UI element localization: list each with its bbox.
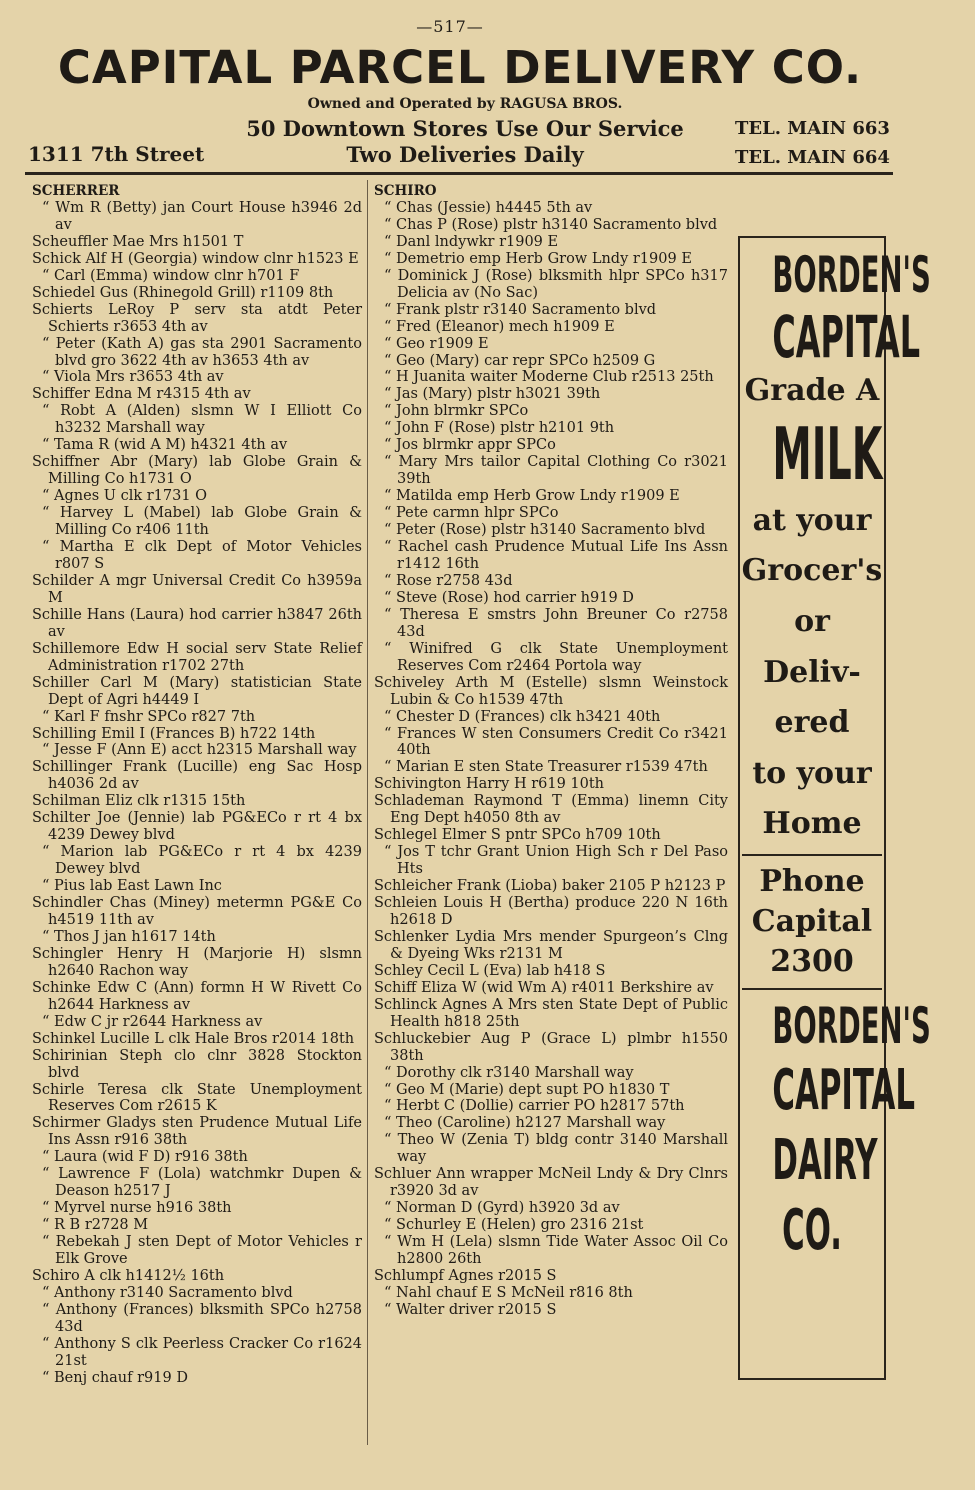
ad-line-6: to your — [752, 756, 872, 791]
slogan-line-2: Two Deliveries Daily — [346, 142, 584, 167]
directory-entry: Schinkel Lucille L clk Hale Bros r2014 18th — [32, 1030, 355, 1047]
directory-column-middle — [374, 183, 728, 1319]
directory-entry: Scheuffler Mae Mrs h1501 T — [32, 233, 244, 250]
directory-entry: “ Matilda emp Herb Grow Lndy r1909 E — [384, 488, 680, 505]
directory-entry: Schiedel Gus (Rhinegold Grill) r1109 8th — [32, 284, 334, 301]
section-heading: SCHIRO — [374, 183, 437, 199]
directory-entry: “ John F (Rose) plstr h2101 9th — [384, 420, 615, 437]
directory-entry: “ Frank plstr r3140 Sacramento blvd — [384, 301, 657, 318]
directory-entry: Schick Alf H (Georgia) window clnr h1523 E — [32, 250, 359, 267]
ad-line-7: Home — [762, 806, 862, 841]
directory-entry: Schilman Eliz clk r1315 15th — [32, 793, 246, 810]
directory-entry: “ Harvey L (Mabel) lab Globe Grain & Milling Co r406 11th — [42, 505, 362, 539]
directory-entry: “ Jesse F (Ann E) acct h2315 Marshall way — [42, 742, 357, 759]
directory-entry: “ Thos J jan h1617 14th — [42, 928, 216, 945]
directory-entry: “ Rose r2758 43d — [384, 572, 513, 589]
banner-owner-line: Owned and Operated by RAGUSA BROS. — [307, 96, 623, 112]
directory-entry: “ Anthony r3140 Sacramento blvd — [42, 1284, 293, 1301]
directory-entry: “ Fred (Eleanor) mech h1909 E — [384, 318, 615, 335]
directory-entry: “ Agnes U clk r1731 O — [42, 488, 208, 505]
directory-entry: “ Martha E clk Dept of Motor Vehicles r807 S — [42, 539, 362, 572]
directory-entry: “ Danl lndywkr r1909 E — [384, 233, 559, 250]
directory-entry: “ Steve (Rose) hod carrier h919 D — [384, 589, 634, 606]
directory-entry: “ Walter driver r2015 S — [384, 1301, 557, 1318]
directory-entry: “ Schurley E (Helen) gro 2316 21st — [384, 1217, 644, 1234]
directory-entry: Schindler Chas (Miney) metermn PG&E Co h4519 11th av — [32, 895, 362, 928]
directory-entry: “ Lawrence F (Lola) watchmkr Dupen & Deason h2517 J — [42, 1166, 362, 1200]
slogan-line-1: 50 Downtown Stores Use Our Service — [246, 116, 684, 141]
banner-phone-1: TEL. MAIN 663 — [735, 118, 890, 139]
directory-entry: “ Viola Mrs r3653 4th av — [42, 369, 224, 386]
directory-entry: Schivington Harry H r619 10th — [374, 776, 605, 793]
directory-entry: “ Robt A (Alden) slsmn W I Elliott Co h3232 Marshall way — [42, 403, 362, 437]
directory-entry: Schlegel Elmer S pntr SPCo h709 10th — [374, 827, 661, 844]
directory-entry: Schiller Carl M (Mary) statistician State Dept of Agri h4449 I — [32, 674, 362, 708]
directory-entry: “ Nahl chauf E S McNeil r816 8th — [384, 1284, 633, 1301]
directory-entry: Schinke Edw C (Ann) formn H W Rivett Co h2644 Harkness av — [32, 979, 362, 1013]
ad-company-2: CAPITAL — [772, 1058, 915, 1123]
section-heading: SCHERRER — [32, 183, 120, 199]
ad-phone-label: Phone — [759, 864, 865, 899]
directory-entry: Schingler Henry H (Marjorie H) slsmn h2640 Rachon way — [32, 945, 362, 979]
directory-entry: Schirmer Gladys sten Prudence Mutual Life Ins Assn r916 38th — [32, 1115, 362, 1149]
directory-entry: Schleien Louis H (Bertha) produce 220 N 16th h2618 D — [374, 895, 728, 928]
directory-entry: “ Anthony S clk Peerless Cracker Co r1624 21st — [42, 1335, 362, 1369]
directory-entry: “ Frances W sten Consumers Credit Co r3421 40th — [384, 725, 728, 759]
directory-entry: “ Theresa E smstrs John Breuner Co r2758 43d — [384, 606, 728, 640]
directory-entry: “ Demetrio emp Herb Grow Lndy r1909 E — [384, 250, 692, 267]
directory-entry: “ Mary Mrs tailor Capital Clothing Co r3021 39th — [384, 454, 728, 488]
directory-entry: “ Karl F fnshr SPCo r827 7th — [42, 708, 256, 725]
directory-entry: Schlinck Agnes A Mrs sten State Dept of Public Health h818 25th — [374, 996, 728, 1030]
directory-entry: “ Pius lab East Lawn Inc — [42, 878, 222, 895]
ad-product: MILK — [772, 412, 883, 496]
directory-entry: Schiffer Edna M r4315 4th av — [32, 386, 251, 403]
directory-entry: “ R B r2728 M — [42, 1217, 149, 1234]
directory-entry: “ Geo r1909 E — [384, 335, 489, 352]
directory-column-left — [32, 183, 362, 1387]
directory-entry: “ Edw C jr r2644 Harkness av — [42, 1013, 263, 1030]
ad-divider-1 — [742, 854, 882, 856]
directory-entry: Schleicher Frank (Lioba) baker 2105 P h2123 P — [374, 878, 726, 895]
directory-entry: “ Norman D (Gyrd) h3920 3d av — [384, 1200, 620, 1217]
directory-entry: “ Pete carmn hlpr SPCo — [384, 505, 559, 522]
directory-entry: Schirle Teresa clk State Unemployment Reserves Com r2615 K — [32, 1081, 362, 1115]
ad-line-2: Grocer's — [741, 553, 883, 588]
directory-entry: “ Chas (Jessie) h4445 5th av — [384, 199, 593, 216]
directory-entry: Schilling Emil I (Frances B) h722 14th — [32, 725, 316, 742]
directory-entry: “ Jos T tchr Grant Union High Sch r Del Paso Hts — [384, 844, 728, 878]
directory-entry: “ Rachel cash Prudence Mutual Life Ins Assn r1412 16th — [384, 539, 728, 572]
page-number: —517— — [416, 17, 484, 36]
banner-slogan — [200, 116, 730, 168]
ad-brand-2: CAPITAL — [772, 303, 921, 371]
directory-entry: “ Rebekah J sten Dept of Motor Vehicles r Elk Grove — [42, 1234, 362, 1268]
directory-entry: “ Laura (wid F D) r916 38th — [42, 1149, 248, 1166]
banner-phone-2: TEL. MAIN 664 — [735, 147, 890, 168]
ad-line-5: ered — [774, 705, 850, 740]
directory-entry: Schillemore Edw H social serv State Relief Administration r1702 27th — [32, 640, 362, 674]
ad-line-1: at your — [752, 503, 872, 538]
borden-advertisement — [738, 236, 931, 1380]
banner-address: 1311 7th Street — [28, 142, 205, 166]
directory-entry: Schiro A clk h1412½ 16th — [32, 1268, 225, 1284]
directory-entry: Schley Cecil L (Eva) lab h418 S — [374, 962, 606, 979]
ad-company-3: DAIRY — [772, 1128, 878, 1193]
directory-entry: Schillinger Frank (Lucille) eng Sac Hosp h4036 2d av — [32, 759, 362, 793]
directory-entry: “ Carl (Emma) window clnr h701 F — [42, 267, 300, 284]
directory-entry: Schlumpf Agnes r2015 S — [374, 1268, 557, 1284]
directory-entry: Schiff Eliza W (wid Wm A) r4011 Berkshire av — [374, 979, 714, 996]
directory-entry: “ Myrvel nurse h916 38th — [42, 1200, 232, 1217]
ad-phone-number: 2300 — [770, 944, 854, 979]
directory-entry: Schlenker Lydia Mrs mender Spurgeon’s Clng & Dyeing Wks r2131 M — [374, 928, 728, 962]
ad-grade: Grade A — [744, 373, 880, 408]
header-rule — [25, 172, 893, 175]
directory-entry: Schilder A mgr Universal Credit Co h3959a M — [32, 572, 362, 606]
directory-entry: “ Theo (Caroline) h2127 Marshall way — [384, 1115, 666, 1132]
directory-entry: “ Chas P (Rose) plstr h3140 Sacramento blvd — [384, 216, 718, 233]
directory-entry: “ Dorothy clk r3140 Marshall way — [384, 1064, 634, 1081]
directory-entry: Schilter Joe (Jennie) lab PG&ECo r rt 4 bx 4239 Dewey blvd — [32, 810, 362, 844]
directory-entry: Schlademan Raymond T (Emma) linemn City Eng Dept h4050 8th av — [374, 793, 728, 827]
directory-entry: “ H Juanita waiter Moderne Club r2513 25th — [384, 369, 714, 386]
directory-entry: “ Peter (Kath A) gas sta 2901 Sacramento blvd gro 3622 4th av h3653 4th av — [42, 335, 362, 369]
directory-entry: “ Marion lab PG&ECo r rt 4 bx 4239 Dewey blvd — [42, 844, 362, 878]
directory-entry: “ Geo M (Marie) dept supt PO h1830 T — [384, 1081, 670, 1098]
directory-entry: “ Chester D (Frances) clk h3421 40th — [384, 708, 661, 725]
directory-entry: “ Benj chauf r919 D — [42, 1369, 188, 1386]
directory-entry: “ Geo (Mary) car repr SPCo h2509 G — [384, 352, 656, 369]
directory-entry: “ Jas (Mary) plstr h3021 39th — [384, 386, 601, 403]
ad-phone-exchange: Capital — [751, 904, 873, 939]
directory-entry: “ Theo W (Zenia T) bldg contr 3140 Marshall way — [384, 1132, 728, 1166]
directory-entry: “ Jos blrmkr appr SPCo — [384, 437, 556, 454]
directory-entry: “ Dominick J (Rose) blksmith hlpr SPCo h317 Delicia av (No Sac) — [384, 267, 728, 301]
directory-entry: Schille Hans (Laura) hod carrier h3847 26th av — [32, 606, 362, 640]
ad-company-1: BORDEN'S — [772, 997, 931, 1055]
directory-entry: “ Wm R (Betty) jan Court House h3946 2d av — [42, 199, 362, 233]
directory-entry: Schiffner Abr (Mary) lab Globe Grain & Milling Co h1731 O — [32, 454, 362, 488]
ad-line-4: Deliv- — [763, 655, 861, 690]
ad-line-3: or — [794, 604, 830, 639]
directory-entry: “ Winifred G clk State Unemployment Reserves Com r2464 Portola way — [384, 640, 728, 674]
directory-entry: Schiveley Arth M (Estelle) slsmn Weinstock Lubin & Co h1539 47th — [374, 674, 728, 708]
ad-company-4: CO. — [782, 1198, 842, 1263]
directory-entry: Schirinian Steph clo clnr 3828 Stockton blvd — [32, 1047, 362, 1081]
column-divider — [367, 180, 368, 1445]
directory-entry: “ Wm H (Lela) slsmn Tide Water Assoc Oil Co h2800 26th — [384, 1234, 728, 1268]
directory-entry: “ Marian E sten State Treasurer r1539 47th — [384, 759, 708, 776]
directory-entry: Schierts LeRoy P serv sta atdt Peter Schierts r3653 4th av — [32, 301, 362, 335]
directory-entry: “ John blrmkr SPCo — [384, 403, 529, 420]
directory-entry: “ Peter (Rose) plstr h3140 Sacramento blvd — [384, 522, 706, 539]
directory-entry: “ Herbt C (Dollie) carrier PO h2817 57th — [384, 1098, 685, 1115]
directory-entry: Schluckebier Aug P (Grace L) plmbr h1550 38th — [374, 1030, 728, 1064]
directory-entry: “ Tama R (wid A M) h4321 4th av — [42, 437, 288, 454]
banner-title: CAPITAL PARCEL DELIVERY CO. — [57, 41, 863, 94]
ad-divider-2 — [742, 988, 882, 990]
directory-entry: Schluer Ann wrapper McNeil Lndy & Dry Clnrs r3920 3d av — [374, 1166, 728, 1200]
ad-brand-1: BORDEN'S — [772, 246, 931, 304]
directory-entry: “ Anthony (Frances) blksmith SPCo h2758 43d — [42, 1301, 362, 1335]
